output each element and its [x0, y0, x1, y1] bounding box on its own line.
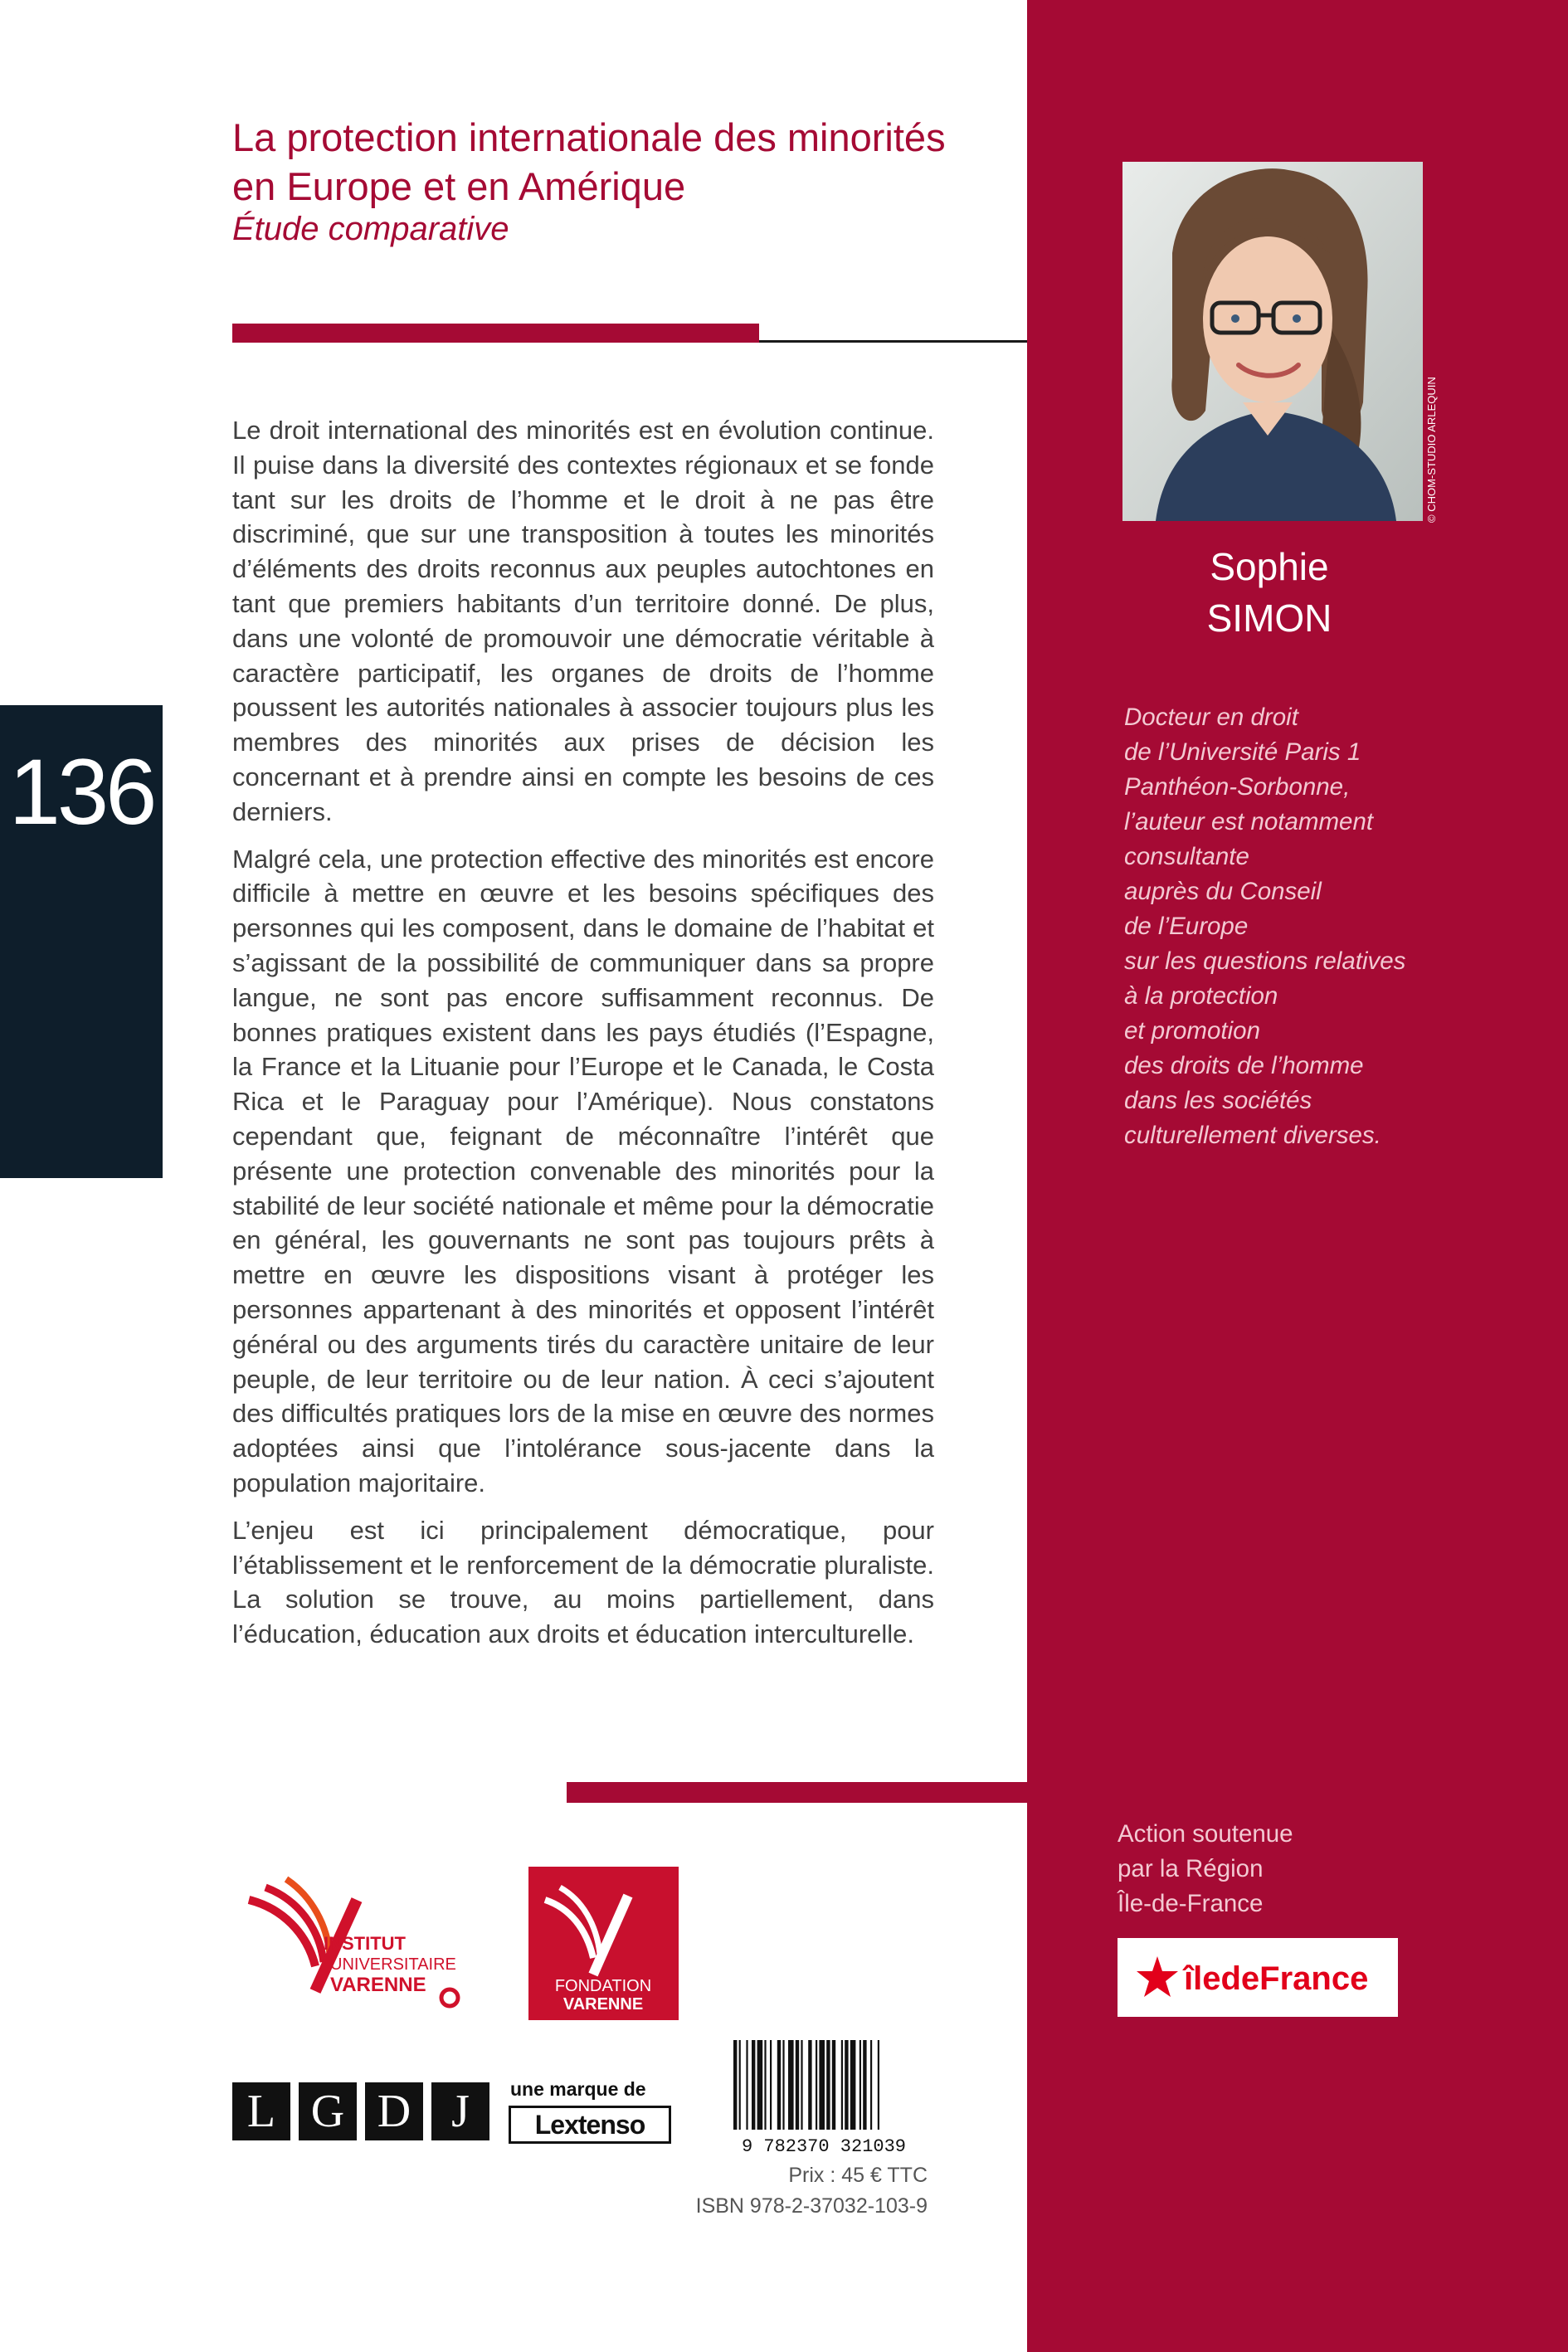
- bio-line: sur les questions relatives: [1124, 947, 1406, 975]
- institut-varenne-logo: [232, 1867, 484, 2020]
- fondation-varenne-logo: [528, 1867, 679, 2020]
- author-bio: [1124, 700, 1506, 1153]
- bio-line: l’auteur est notamment: [1124, 808, 1374, 835]
- bio-line: consultante: [1124, 843, 1249, 870]
- barcode-bar: [739, 2040, 741, 2130]
- bio-line: Docteur en droit: [1124, 704, 1298, 731]
- body-paragraph: Malgré cela, une protection effective des minorités est encore difficile à mettre en œuvre et les besoins spécifiques des personnes qui les composent, dans le domaine de l’habitat et s’agissant de la possibilité de communiquer dans sa propre langue, ne sont pas encore suffisamment reconnus. De bonnes pratiques existent dans les pays étudiés (l’Espagne, la France et la Lituanie pour l’Europe et le Canada, le Costa Rica et le Paraguay pour l’Amérique). Nous constatons cependant que, feignant de méconnaître l’intérêt que présente une protection convenable des minorités pour la stabilité de leur société nationale et même pour la démocratie en général, les gouvernants ne sont pas toujours prêts à mettre en œuvre les dispositions visant à protéger les personnes appartenant à des minorités et opposent l’intérêt général ou des arguments tirés du caractère unitaire de leur peuple, de leur territoire ou de leur nation. À ceci s’ajoutent des difficultés pratiques lors de la mise en œuvre des normes adoptées ainsi que l’intolérance sous-jacente dans la population majoritaire.: [232, 844, 934, 1497]
- barcode-bar: [752, 2040, 755, 2130]
- bio-line: des droits de l’homme: [1124, 1052, 1364, 1079]
- ile-de-france-wordmark: îledeFrance: [1184, 1960, 1369, 1997]
- body-paragraph: L’enjeu est ici principalement démocratique, pour l’établissement et le renforcement de la démocratie pluraliste. La solution se trouve, au moins partiellement, dans l’éducation, éducation aux droits et éducation interculturelle.: [232, 1515, 934, 1649]
- lextenso-label: une marque de: [510, 2078, 646, 2100]
- author-photo: [1122, 162, 1423, 521]
- iuv-line-2: UNIVERSITAIRE: [330, 1955, 456, 1974]
- barcode-bar: [845, 2040, 848, 2130]
- barcode-bar: [788, 2040, 794, 2130]
- barcode: [720, 2035, 928, 2155]
- barcode-bar: [859, 2040, 861, 2130]
- barcode-bar: [733, 2040, 737, 2130]
- bio-line: et promotion: [1124, 1017, 1260, 1045]
- barcode-bar: [832, 2040, 835, 2130]
- title-divider-bar: [232, 324, 759, 343]
- barcode-bar: [863, 2040, 866, 2130]
- book-title: La protection internationale des minorités en Europe et en Amérique: [232, 115, 946, 208]
- bio-line: culturellement diverses.: [1124, 1122, 1381, 1149]
- barcode-bar: [764, 2040, 766, 2130]
- barcode-bars: [720, 2035, 928, 2155]
- bio-line: Panthéon-Sorbonne,: [1124, 773, 1351, 801]
- bio-line: dans les sociétés: [1124, 1087, 1312, 1114]
- bottom-divider-bar: [567, 1782, 1027, 1803]
- barcode-bar: [870, 2040, 872, 2130]
- barcode-bar: [796, 2040, 799, 2130]
- lextenso-logo: Lextenso: [509, 2106, 671, 2144]
- ile-de-france-logo-art: [1118, 1938, 1398, 2017]
- body-paragraph: Le droit international des minorités est en évolution continue. Il puise dans la diversité des contextes régionaux et se fonde tant sur les droits de l’homme et le droit à ne pas être discriminé, que sur une transposition à toutes les minorités d’éléments des droits reconnus aux peuples autochtones en tant que premiers habitants d’un territoire donné. De plus, dans une volonté de promouvoir une démocratie véritable à caractère participatif, les organes de droits de l’homme poussent les autorités nationales à associer toujours plus les membres des minorités aux prises de décision les concernant et à prendre ainsi en compte les besoins de ces derniers.: [232, 416, 934, 826]
- barcode-bar: [801, 2040, 802, 2130]
- bio-line: de l’Europe: [1124, 913, 1249, 940]
- barcode-bar: [777, 2040, 781, 2130]
- iuv-line-3: VARENNE: [330, 1974, 426, 1996]
- barcode-bar: [746, 2040, 747, 2130]
- price: Prix : 45 € TTC: [788, 2164, 928, 2187]
- support-line: Action soutenue: [1118, 1820, 1293, 1848]
- support-line: par la Région: [1118, 1855, 1264, 1882]
- barcode-bar: [819, 2040, 825, 2130]
- barcode-digits: 9 782370 321039: [741, 2136, 907, 2155]
- back-cover-text: [232, 413, 934, 1664]
- author-last-name: SIMON: [1206, 597, 1332, 640]
- barcode-bar: [826, 2040, 830, 2130]
- cross-icon: [441, 1989, 458, 2006]
- author-portrait-image: [1122, 162, 1423, 521]
- bio-line: à la protection: [1124, 982, 1278, 1010]
- photo-credit: © CHOM-STUDIO ARLEQUIN: [1425, 377, 1438, 523]
- barcode-bar: [841, 2040, 843, 2130]
- iuv-line-1: INSTITUT: [324, 1933, 406, 1954]
- institut-varenne-logo-art: [232, 1867, 484, 2020]
- fondation-varenne-logo-art: [528, 1867, 679, 2020]
- isbn: ISBN 978-2-37032-103-9: [695, 2194, 928, 2218]
- lgdj-letter: D: [365, 2082, 423, 2140]
- barcode-bar: [808, 2040, 811, 2130]
- lgdj-letter: L: [232, 2082, 290, 2140]
- barcode-bar: [878, 2040, 879, 2130]
- barcode-bar: [850, 2040, 856, 2130]
- lgdj-letter: G: [299, 2082, 357, 2140]
- bio-line: de l’Université Paris 1: [1124, 738, 1361, 766]
- fondation-line-1: FONDATION: [554, 1977, 652, 1995]
- barcode-bar: [816, 2040, 817, 2130]
- barcode-bar: [782, 2040, 784, 2130]
- lgdj-logo: [232, 2082, 489, 2140]
- support-line: Île-de-France: [1118, 1890, 1264, 1917]
- region-support-text: [1118, 1817, 1366, 1921]
- lgdj-letter: J: [431, 2082, 489, 2140]
- fondation-line-2: VARENNE: [562, 1995, 644, 2014]
- book-subtitle: Étude comparative: [232, 211, 509, 247]
- barcode-bar: [770, 2040, 772, 2130]
- bio-line: auprès du Conseil: [1124, 878, 1322, 905]
- star-icon: [1137, 1956, 1178, 1997]
- series-number: 136: [8, 740, 154, 844]
- barcode-bar: [757, 2040, 763, 2130]
- ile-de-france-logo: [1118, 1938, 1398, 2017]
- author-first-name: Sophie: [1210, 545, 1329, 588]
